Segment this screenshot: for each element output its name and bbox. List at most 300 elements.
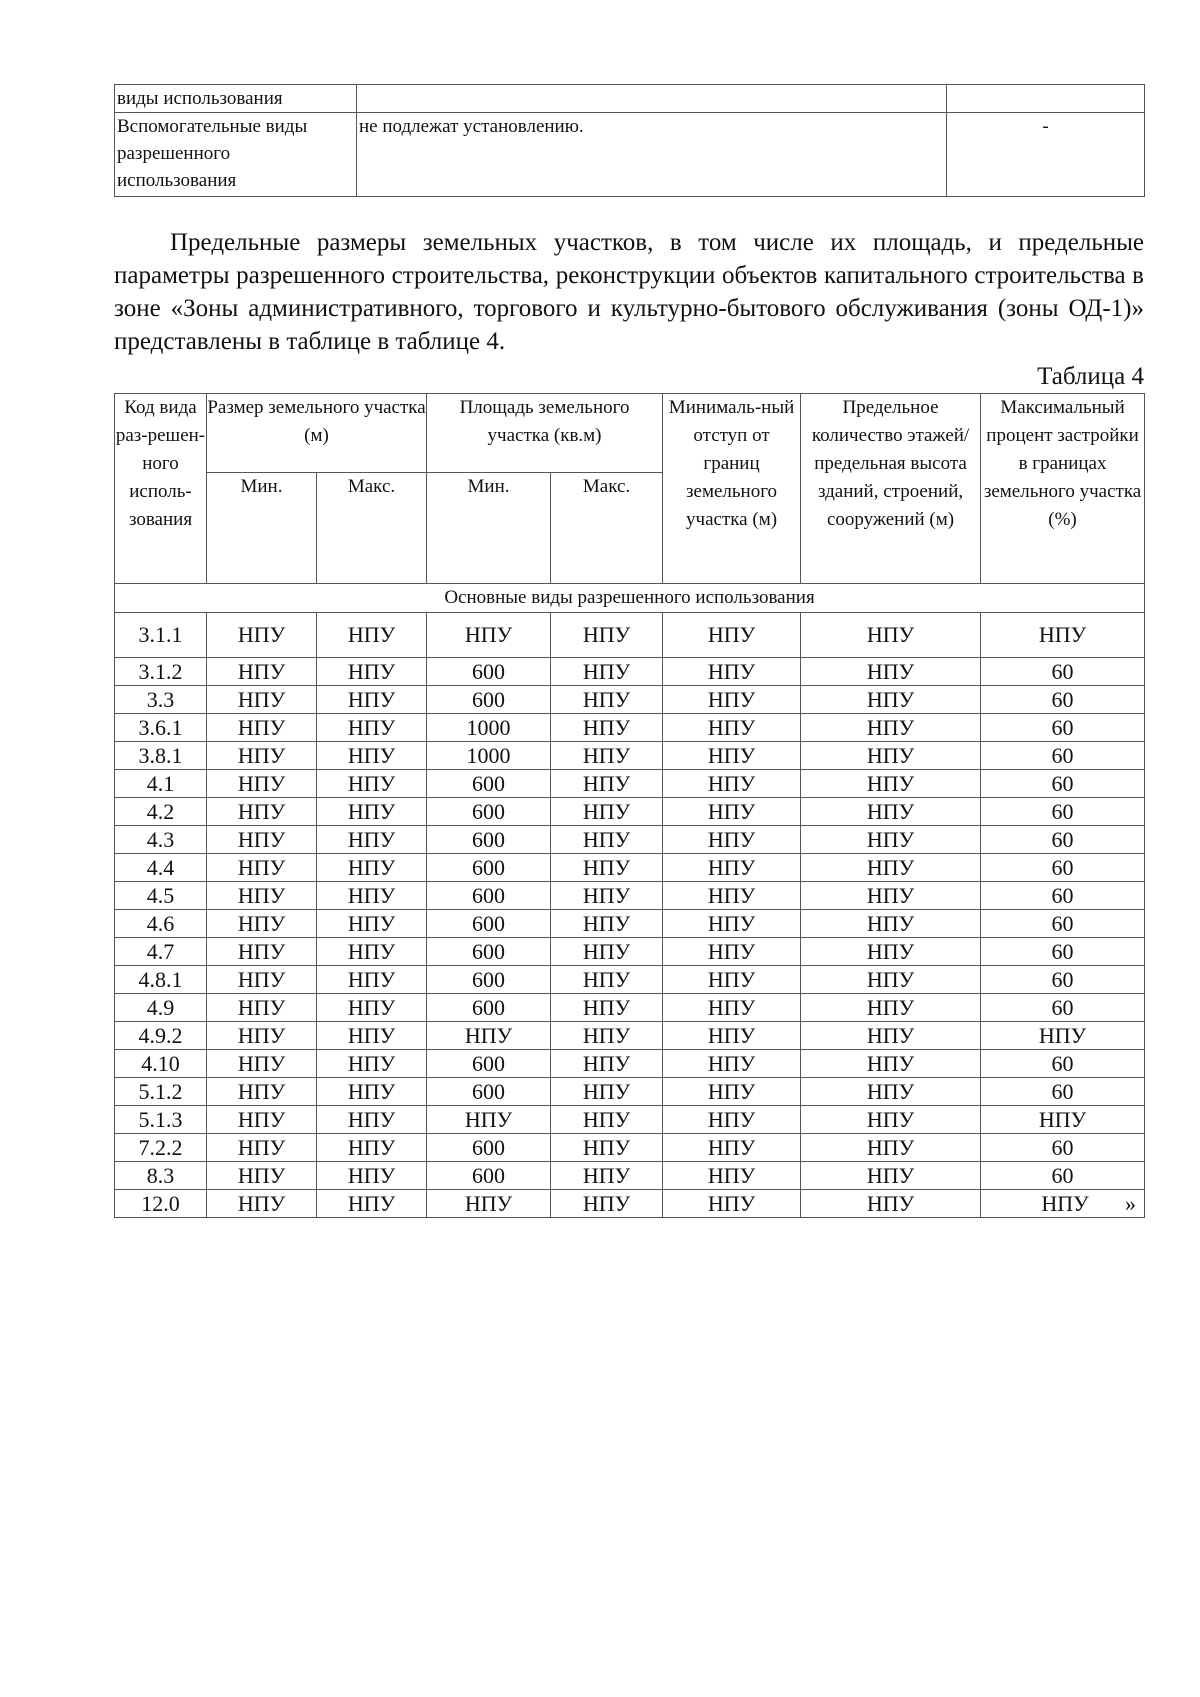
cell-code (115, 1134, 207, 1162)
cell-size-max (317, 742, 427, 770)
section-row (115, 584, 1145, 613)
cell-size-min (207, 1134, 317, 1162)
cell-setback (663, 882, 801, 910)
table-caption: Таблица 4 (1037, 363, 1144, 390)
cell-value: 3.6.1 (138, 715, 183, 740)
header-code: Код вида раз-решен-ного исполь-зования (115, 394, 207, 584)
cell-floors (801, 658, 981, 686)
cell-size-max (317, 938, 427, 966)
cell-build-percent (981, 966, 1145, 994)
table-row (115, 854, 1145, 882)
cell-value: НПУ (237, 799, 286, 824)
cell-value: НПУ (237, 967, 286, 992)
table-row (115, 1078, 1145, 1106)
cell-area-min (427, 910, 551, 938)
cell-code (115, 826, 207, 854)
cell-area-min (427, 994, 551, 1022)
cell-value: НПУ (237, 1163, 286, 1188)
cell-code (115, 910, 207, 938)
cell-value: НПУ (237, 1051, 286, 1076)
cell-area-min (427, 1078, 551, 1106)
cell-value: НПУ (866, 1051, 915, 1076)
cell-value: НПУ (866, 743, 915, 768)
cell-build-percent (981, 882, 1145, 910)
table-row (115, 938, 1145, 966)
cell-floors (801, 854, 981, 882)
header-size-min: Мин. (207, 473, 317, 584)
cell-value: НПУ (582, 1163, 631, 1188)
cell-area-min (427, 798, 551, 826)
cell-value: НПУ (866, 799, 915, 824)
cell-value: 600 (472, 687, 506, 712)
cell-value: НПУ (237, 883, 286, 908)
table-row (115, 994, 1145, 1022)
cell-setback (663, 714, 801, 742)
cell-value: НПУ (237, 743, 286, 768)
cell-value: 4.10 (141, 1051, 180, 1076)
cell-floors (801, 1134, 981, 1162)
cell-value: НПУ (347, 967, 396, 992)
cell-value: НПУ (866, 883, 915, 908)
cell-build-percent (981, 714, 1145, 742)
cell-build-percent (981, 1050, 1145, 1078)
cell-build-percent (981, 742, 1145, 770)
cell-value: НПУ (582, 967, 631, 992)
cell-size-min (207, 994, 317, 1022)
closing-quote-mark: » (1125, 1191, 1137, 1216)
cell-build-percent (981, 798, 1145, 826)
cell-area-max (551, 910, 663, 938)
cell-value: НПУ (1038, 622, 1087, 647)
cell-setback (663, 1022, 801, 1050)
header-build-percent: Максимальный процент застройки в границах земельного участка (%) (981, 394, 1145, 584)
cell-size-min (207, 770, 317, 798)
cell-setback (663, 770, 801, 798)
cell-value: 600 (472, 1135, 506, 1160)
cell-area-min (427, 966, 551, 994)
cell-value: НПУ (347, 1163, 396, 1188)
cell-area-max (551, 966, 663, 994)
cell-area-max (551, 1078, 663, 1106)
cell-floors (801, 1162, 981, 1190)
section-title: Основные виды разрешенного использования (115, 584, 1145, 613)
cell-build-percent (981, 1078, 1145, 1106)
cell-value: НПУ (237, 1079, 286, 1104)
use-type-label: виды использования (115, 85, 357, 113)
cell-value: НПУ (866, 1023, 915, 1048)
cell-value: 4.6 (146, 911, 175, 936)
cell-area-min (427, 613, 551, 658)
cell-size-max (317, 882, 427, 910)
cell-size-max (317, 658, 427, 686)
cell-value: НПУ (347, 1191, 396, 1216)
cell-size-min (207, 1190, 317, 1218)
cell-floors (801, 994, 981, 1022)
cell-value: НПУ (582, 1135, 631, 1160)
cell-value: 4.1 (146, 771, 175, 796)
cell-setback (663, 910, 801, 938)
cell-size-max (317, 910, 427, 938)
cell-code (115, 1022, 207, 1050)
cell-value: 600 (472, 1079, 506, 1104)
cell-size-max (317, 1078, 427, 1106)
cell-value: НПУ (237, 827, 286, 852)
cell-setback (663, 613, 801, 658)
table-row (115, 770, 1145, 798)
cell-value: 600 (472, 939, 506, 964)
cell-value: НПУ (582, 659, 631, 684)
cell-value: НПУ (582, 799, 631, 824)
cell-value: 60 (1051, 827, 1074, 852)
cell-code (115, 1050, 207, 1078)
cell-value: 60 (1051, 687, 1074, 712)
cell-area-min (427, 1106, 551, 1134)
cell-value: НПУ (582, 883, 631, 908)
cell-size-min (207, 1050, 317, 1078)
cell-setback (663, 826, 801, 854)
cell-value: НПУ (866, 1163, 915, 1188)
cell-floors (801, 1078, 981, 1106)
cell-value: НПУ (237, 855, 286, 880)
use-type-note (947, 85, 1145, 113)
cell-size-max (317, 1050, 427, 1078)
cell-value: НПУ (237, 771, 286, 796)
cell-value: НПУ (237, 659, 286, 684)
cell-value: НПУ (866, 1107, 915, 1132)
cell-code (115, 966, 207, 994)
cell-value: НПУ (707, 1107, 756, 1132)
cell-area-max (551, 742, 663, 770)
cell-value: 600 (472, 911, 506, 936)
cell-value: 5.1.3 (138, 1107, 183, 1132)
header-setback: Минималь-ный отступ от границ земельного участка (м) (663, 394, 801, 584)
cell-value: 600 (472, 995, 506, 1020)
cell-value: НПУ (237, 1107, 286, 1132)
cell-setback (663, 966, 801, 994)
cell-floors (801, 1050, 981, 1078)
cell-value: 60 (1051, 1079, 1074, 1104)
cell-value: НПУ (866, 771, 915, 796)
cell-value: НПУ (237, 687, 286, 712)
cell-value: НПУ (347, 883, 396, 908)
cell-build-percent (981, 1190, 1145, 1218)
table-row (115, 613, 1145, 658)
cell-value: 7.2.2 (138, 1135, 183, 1160)
cell-value: НПУ (582, 687, 631, 712)
cell-value: 600 (472, 855, 506, 880)
cell-value: НПУ (707, 1191, 756, 1216)
cell-value: НПУ (707, 1079, 756, 1104)
cell-area-max (551, 938, 663, 966)
cell-value: НПУ (707, 855, 756, 880)
cell-size-max (317, 854, 427, 882)
cell-value: НПУ (866, 687, 915, 712)
cell-value: НПУ (707, 827, 756, 852)
cell-code (115, 854, 207, 882)
cell-area-min (427, 938, 551, 966)
cell-value: НПУ (866, 911, 915, 936)
cell-value: НПУ (347, 1079, 396, 1104)
cell-value: 8.3 (146, 1163, 175, 1188)
cell-value: 600 (472, 799, 506, 824)
cell-size-min (207, 613, 317, 658)
cell-value: НПУ (347, 939, 396, 964)
header-area-max: Макс. (551, 473, 663, 584)
cell-area-max (551, 613, 663, 658)
cell-value: НПУ (582, 855, 631, 880)
cell-build-percent (981, 686, 1145, 714)
cell-value: НПУ (582, 1051, 631, 1076)
cell-size-min (207, 854, 317, 882)
table-row (115, 742, 1145, 770)
cell-size-max (317, 686, 427, 714)
cell-size-max (317, 1190, 427, 1218)
cell-value: 3.8.1 (138, 743, 183, 768)
header-area-min: Мин. (427, 473, 551, 584)
cell-value: НПУ (237, 1023, 286, 1048)
cell-value: НПУ (1038, 1023, 1087, 1048)
cell-code (115, 686, 207, 714)
cell-setback (663, 1078, 801, 1106)
cell-value: НПУ (707, 687, 756, 712)
use-type-value (357, 85, 947, 113)
cell-value: 600 (472, 827, 506, 852)
cell-area-max (551, 994, 663, 1022)
cell-floors (801, 770, 981, 798)
cell-value: НПУ (582, 1107, 631, 1132)
cell-code (115, 1190, 207, 1218)
cell-value: НПУ (707, 883, 756, 908)
cell-size-max (317, 826, 427, 854)
cell-value: НПУ (347, 1051, 396, 1076)
cell-value: НПУ (347, 771, 396, 796)
cell-size-max (317, 994, 427, 1022)
cell-build-percent (981, 994, 1145, 1022)
cell-value: НПУ (707, 743, 756, 768)
cell-setback (663, 742, 801, 770)
cell-setback (663, 854, 801, 882)
cell-code (115, 798, 207, 826)
cell-value: 600 (472, 659, 506, 684)
cell-value: 60 (1051, 1051, 1074, 1076)
cell-value: 60 (1051, 995, 1074, 1020)
cell-value: НПУ (464, 1107, 513, 1132)
cell-code (115, 658, 207, 686)
cell-value: НПУ (347, 799, 396, 824)
cell-floors (801, 1106, 981, 1134)
cell-code (115, 714, 207, 742)
cell-area-max (551, 854, 663, 882)
cell-value: 60 (1051, 911, 1074, 936)
cell-value: НПУ (237, 622, 286, 647)
cell-value: НПУ (707, 659, 756, 684)
cell-value: 60 (1051, 939, 1074, 964)
cell-value: НПУ (707, 1163, 756, 1188)
cell-setback (663, 1190, 801, 1218)
cell-size-min (207, 1162, 317, 1190)
table-row (115, 826, 1145, 854)
cell-floors (801, 798, 981, 826)
table-row (115, 658, 1145, 686)
cell-code (115, 742, 207, 770)
table-row (115, 1190, 1145, 1218)
cell-area-max (551, 658, 663, 686)
cell-value: НПУ (866, 1135, 915, 1160)
cell-area-max (551, 1106, 663, 1134)
cell-value: 600 (472, 967, 506, 992)
cell-floors (801, 1022, 981, 1050)
cell-setback (663, 686, 801, 714)
cell-build-percent (981, 826, 1145, 854)
cell-value: НПУ (347, 715, 396, 740)
cell-setback (663, 798, 801, 826)
cell-value: НПУ (464, 622, 513, 647)
cell-value: 1000 (466, 715, 511, 740)
cell-value: НПУ (347, 855, 396, 880)
cell-value: НПУ (237, 1191, 286, 1216)
cell-size-max (317, 1134, 427, 1162)
cell-code (115, 994, 207, 1022)
cell-value: НПУ (237, 715, 286, 740)
cell-value: НПУ (866, 715, 915, 740)
header-size-max: Макс. (317, 473, 427, 584)
cell-area-max (551, 686, 663, 714)
cell-value: НПУ (582, 939, 631, 964)
table-row (115, 882, 1145, 910)
table-row (115, 1022, 1145, 1050)
cell-floors (801, 1190, 981, 1218)
cell-value: НПУ (707, 995, 756, 1020)
cell-value: 12.0 (141, 1191, 180, 1216)
cell-size-min (207, 1106, 317, 1134)
cell-value: НПУ (582, 771, 631, 796)
cell-build-percent (981, 1106, 1145, 1134)
cell-value: НПУ (866, 939, 915, 964)
cell-value: НПУ (866, 1191, 915, 1216)
auxiliary-uses-value: не подлежат установлению. (357, 113, 947, 197)
cell-floors (801, 714, 981, 742)
zone-parameters-table (114, 393, 1145, 1218)
cell-setback (663, 1050, 801, 1078)
cell-size-max (317, 798, 427, 826)
cell-value: НПУ (347, 659, 396, 684)
cell-code (115, 938, 207, 966)
cell-size-max (317, 714, 427, 742)
cell-value: НПУ (582, 827, 631, 852)
table-row (115, 686, 1145, 714)
cell-setback (663, 1162, 801, 1190)
cell-size-min (207, 686, 317, 714)
cell-floors (801, 826, 981, 854)
cell-area-min (427, 826, 551, 854)
cell-value: НПУ (464, 1023, 513, 1048)
cell-value: НПУ (707, 967, 756, 992)
table-row (115, 798, 1145, 826)
cell-value: НПУ (707, 771, 756, 796)
cell-value: НПУ (237, 911, 286, 936)
cell-value: НПУ (866, 855, 915, 880)
table-row (115, 1134, 1145, 1162)
header-row (115, 394, 1145, 473)
cell-value: НПУ (582, 911, 631, 936)
cell-size-max (317, 770, 427, 798)
cell-area-max (551, 714, 663, 742)
cell-floors (801, 686, 981, 714)
cell-floors (801, 938, 981, 966)
cell-value: НПУ (866, 622, 915, 647)
cell-value: 60 (1051, 743, 1074, 768)
cell-size-min (207, 826, 317, 854)
cell-value: 4.9.2 (138, 1023, 183, 1048)
cell-value: 60 (1051, 771, 1074, 796)
cell-value: 600 (472, 1163, 506, 1188)
cell-build-percent (981, 658, 1145, 686)
cell-value: НПУ (1038, 1107, 1087, 1132)
cell-value: НПУ (582, 1079, 631, 1104)
cell-value: НПУ (707, 715, 756, 740)
cell-floors (801, 910, 981, 938)
header-floors: Предельное количество этажей/ предельная высота зданий, строений, сооружений (м) (801, 394, 981, 584)
cell-code (115, 882, 207, 910)
cell-value: 60 (1051, 715, 1074, 740)
cell-build-percent (981, 854, 1145, 882)
cell-build-percent (981, 938, 1145, 966)
cell-area-min (427, 1022, 551, 1050)
cell-area-min (427, 714, 551, 742)
table-row (115, 1162, 1145, 1190)
cell-value: 4.5 (146, 883, 175, 908)
cell-build-percent (981, 910, 1145, 938)
cell-area-max (551, 1162, 663, 1190)
cell-value: 4.2 (146, 799, 175, 824)
cell-area-min (427, 1190, 551, 1218)
cell-value: НПУ (707, 939, 756, 964)
permitted-uses-table (114, 84, 1145, 197)
table-row (115, 1050, 1145, 1078)
cell-value: НПУ (582, 743, 631, 768)
cell-value: НПУ (582, 1191, 631, 1216)
cell-size-min (207, 658, 317, 686)
cell-value: 4.9 (146, 995, 175, 1020)
cell-size-min (207, 966, 317, 994)
cell-value: 600 (472, 771, 506, 796)
cell-value: 4.8.1 (138, 967, 183, 992)
cell-setback (663, 1106, 801, 1134)
cell-value: 3.3 (146, 687, 175, 712)
cell-value: НПУ (237, 995, 286, 1020)
cell-value: НПУ (347, 827, 396, 852)
cell-value: НПУ (866, 827, 915, 852)
header-plot-area: Площадь земельного участка (кв.м) (427, 394, 663, 473)
cell-build-percent (981, 1162, 1145, 1190)
cell-code (115, 1162, 207, 1190)
cell-area-max (551, 1022, 663, 1050)
cell-setback (663, 1134, 801, 1162)
cell-size-max (317, 1022, 427, 1050)
header-plot-size: Размер земельного участка (м) (207, 394, 427, 473)
auxiliary-uses-label: Вспомогательные виды разрешенного использования (115, 113, 357, 197)
cell-value: НПУ (866, 967, 915, 992)
cell-value: НПУ (707, 1023, 756, 1048)
cell-size-min (207, 882, 317, 910)
cell-value: 60 (1051, 883, 1074, 908)
cell-value: 600 (472, 883, 506, 908)
cell-setback (663, 658, 801, 686)
cell-value: НПУ (237, 939, 286, 964)
cell-area-max (551, 1050, 663, 1078)
cell-code (115, 770, 207, 798)
cell-value: 5.1.2 (138, 1079, 183, 1104)
